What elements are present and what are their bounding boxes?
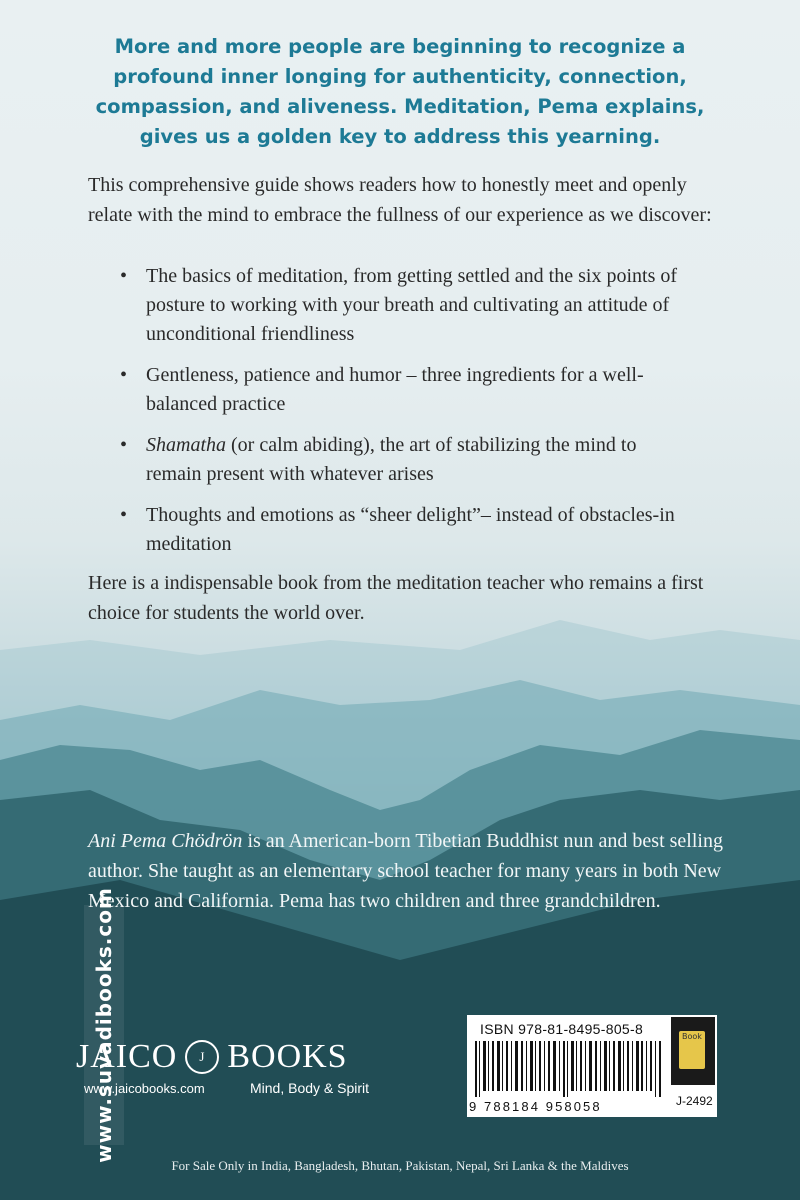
- publisher-emblem-icon: [185, 1040, 219, 1074]
- list-item-text: The basics of meditation, from getting settled and the six points of posture to working with your breath and cultivating an attitude of unconditional friendliness: [146, 265, 678, 345]
- closing-paragraph: Here is a indispensable book from the meditation teacher who remains a first choice for students the world over.: [88, 572, 704, 624]
- list-item-lead: Shamatha: [146, 434, 226, 456]
- sale-territory-notice: For Sale Only in India, Bangladesh, Bhutan, Pakistan, Nepal, Sri Lanka & the Maldives: [171, 1158, 629, 1173]
- list-item: [120, 431, 680, 489]
- isbn-number: ISBN 978-81-8495-805-8: [480, 1021, 644, 1037]
- feature-list: [120, 262, 680, 571]
- watermark: [84, 887, 124, 1163]
- publisher-name-right: BOOKS: [227, 1038, 348, 1075]
- author-name: Ani Pema Chödrön: [88, 830, 243, 852]
- publisher-name-left: JAICO: [76, 1038, 178, 1075]
- list-item-text: Thoughts and emotions as “sheer delight”– instead of obstacles-in meditation: [146, 504, 675, 555]
- list-item: [120, 361, 680, 419]
- list-item-text: Gentleness, patience and humor – three ingredients for a well-balanced practice: [146, 364, 644, 415]
- barcode-digits: 9 788184 958058: [469, 1099, 602, 1114]
- watermark-text: www.suvadibooks.com: [92, 887, 116, 1163]
- publisher-tagline: Mind, Body & Spirit: [250, 1080, 370, 1096]
- list-item-text: (or calm abiding), the art of stabilizing the mind to remain present with whatever arises: [146, 434, 637, 485]
- ebook-icon: [679, 1031, 705, 1069]
- product-code: J-2492: [676, 1094, 713, 1108]
- publisher-website: www.jaicobooks.com: [84, 1081, 205, 1096]
- intro-paragraph: This comprehensive guide shows readers how to honestly meet and openly relate with the mind to embrace the fullness of our experience as we discover:: [88, 174, 712, 226]
- list-item: [120, 501, 680, 559]
- author-bio-text: is an American-born Tibetian Buddhist nun and best selling author. She taught as an elementary school teacher for many years in both New Mexico and California. Pema has two children and three grandchildren.: [88, 830, 723, 912]
- barcode-icon: [475, 1041, 665, 1097]
- publisher-emblem-letter: J: [199, 1049, 206, 1064]
- headline-blurb: More and more people are beginning to recognize a profound inner longing for authenticity, connection, compassion, and aliveness. Meditation, Pema explains, gives us a golden key to address this yearning.: [95, 35, 705, 148]
- author-bio: [88, 826, 728, 916]
- list-item: [120, 262, 680, 349]
- ebook-label: Book: [682, 1032, 702, 1041]
- ebook-badge: [671, 1017, 715, 1085]
